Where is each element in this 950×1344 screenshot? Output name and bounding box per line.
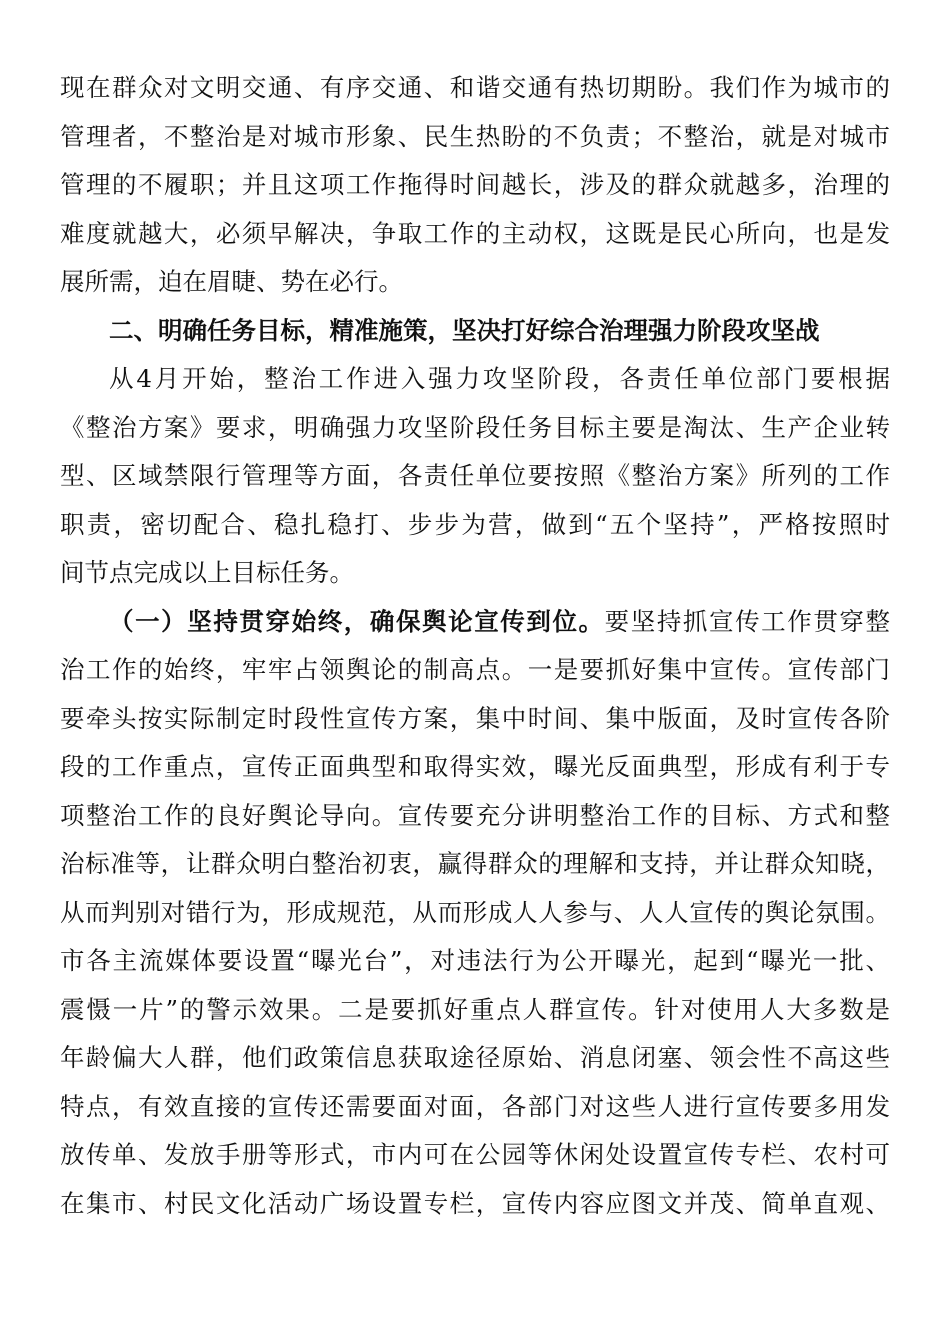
paragraph-line: 段的工作重点，宣传正面典型和取得实效，曝光反面典型，形成有利于专 xyxy=(60,752,890,781)
paragraph-line: 《整治方案》要求，明确强力攻坚阶段任务目标主要是淘汰、生产企业转 xyxy=(60,412,890,442)
paragraph-line: 在集市、村民文化活动广场设置专栏，宣传内容应图文并茂、简单直观、 xyxy=(60,1188,890,1218)
paragraph-2 xyxy=(60,355,890,598)
paragraph-line: 放传单、发放手册等形式，市内可在公园等休闲处设置宣传专栏、农村可 xyxy=(60,1140,890,1169)
paragraph-line: 特点，有效直接的宣传还需要面对面，各部门对这些人进行宣传要多用发 xyxy=(60,1091,890,1121)
paragraph-line: 要牵头按实际制定时段性宣传方案，集中时间、集中版面，及时宣传各阶 xyxy=(60,703,890,733)
paragraph-line: 治标准等，让群众明白整治初衷，赢得群众的理解和支持，并让群众知晓， xyxy=(60,849,890,878)
paragraph-1 xyxy=(60,64,890,307)
paragraph-line: 管理者，不整治是对城市形象、民生热盼的不负责；不整治，就是对城市 xyxy=(60,121,890,151)
paragraph-line-first xyxy=(60,598,890,647)
document-page xyxy=(60,64,890,1228)
paragraph-text: 要坚持抓宣传工作贯穿整 xyxy=(604,606,891,636)
paragraph-line: 间节点完成以上目标任务。 xyxy=(60,558,354,587)
paragraph-line: 现在群众对文明交通、有序交通、和谐交通有热切期盼。我们作为城市的 xyxy=(60,73,890,102)
paragraph-line: 震慑一片”的警示效果。二是要抓好重点人群宣传。针对使用人大多数是 xyxy=(60,994,890,1024)
paragraph-line: 难度就越大，必须早解决，争取工作的主动权，这既是民心所向，也是发 xyxy=(60,218,890,248)
paragraph-line: 市各主流媒体要设置“曝光台”，对违法行为公开曝光，起到“曝光一批、 xyxy=(60,946,890,975)
paragraph-line: 从4月开始，整治工作进入强力攻坚阶段，各责任单位部门要根据 xyxy=(109,364,890,393)
section-heading-2: 二、明确任务目标，精准施策，坚决打好综合治理强力阶段攻坚战 xyxy=(109,315,820,345)
paragraph-line: 管理的不履职；并且这项工作拖得时间越长，涉及的群众就越多，治理的 xyxy=(60,170,890,199)
paragraph-line: 型、区域禁限行管理等方面，各责任单位要按照《整治方案》所列的工作 xyxy=(60,461,890,490)
paragraph-line: 从而判别对错行为，形成规范，从而形成人人参与、人人宣传的舆论氛围。 xyxy=(60,897,890,927)
paragraph-line: 展所需，迫在眉睫、势在必行。 xyxy=(60,267,403,296)
subsection-heading-1: （一）坚持贯穿始终，确保舆论宣传到位。 xyxy=(109,606,605,636)
paragraph-line: 职责，密切配合、稳扎稳打、步步为营，做到“五个坚持”，严格按照时 xyxy=(60,509,890,539)
paragraph-line: 年龄偏大人群，他们政策信息获取途径原始、消息闭塞、领会性不高这些 xyxy=(60,1043,890,1072)
paragraph-line: 项整治工作的良好舆论导向。宣传要充分讲明整治工作的目标、方式和整 xyxy=(60,800,890,830)
paragraph-3 xyxy=(60,598,890,1229)
paragraph-line: 治工作的始终，牢牢占领舆论的制高点。一是要抓好集中宣传。宣传部门 xyxy=(60,655,890,684)
